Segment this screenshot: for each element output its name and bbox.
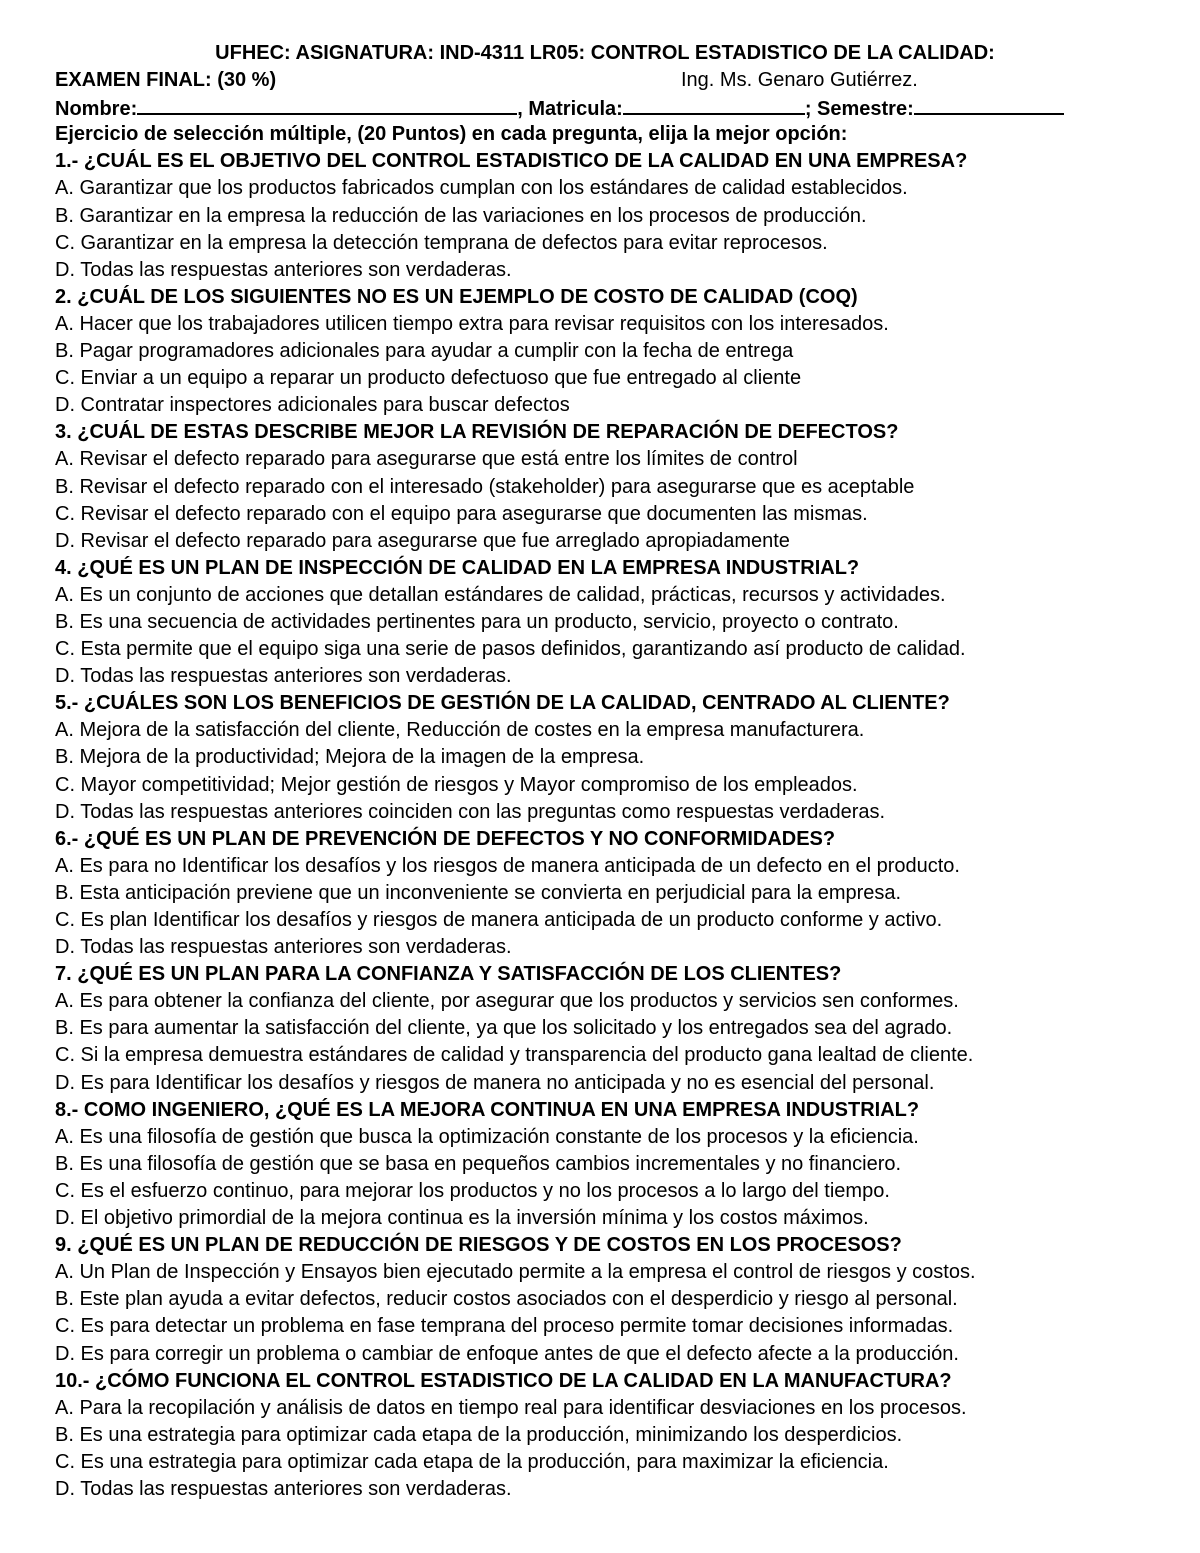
question-block: [55, 1232, 1155, 1367]
exam-title: UFHEC: ASIGNATURA: IND-4311 LR05: CONTROL ESTADISTICO DE LA CALIDAD:: [215, 42, 995, 64]
exam-header-row: [55, 67, 1155, 94]
question-text: 10.- ¿CÓMO FUNCIONA EL CONTROL ESTADISTICO DE LA CALIDAD EN LA MANUFACTURA?: [55, 1369, 952, 1392]
question-text: 4. ¿QUÉ ES UN PLAN DE INSPECCIÓN DE CALIDAD EN LA EMPRESA INDUSTRIAL?: [55, 556, 860, 579]
question-block: [55, 961, 1155, 1096]
answer-option: C. Si la empresa demuestra estándares de calidad y transparencia del producto gana lealtad de cliente.: [55, 1044, 974, 1067]
question-text: 5.- ¿CUÁLES SON LOS BENEFICIOS DE GESTIÓN DE LA CALIDAD, CENTRADO AL CLIENTE?: [55, 692, 950, 715]
matricula-blank: [623, 94, 805, 115]
answer-option: D. Todas las respuestas anteriores son verdaderas.: [55, 665, 512, 688]
question-block: [55, 1097, 1155, 1232]
answer-option: A. Es una filosofía de gestión que busca la optimización constante de los procesos y la eficiencia.: [55, 1125, 919, 1148]
answer-option: A. Para la recopilación y análisis de datos en tiempo real para identificar desviaciones en los procesos.: [55, 1396, 967, 1419]
answer-option: B. Esta anticipación previene que un inconveniente se convierta en perjudicial para la empresa.: [55, 881, 902, 904]
answer-option: D. Todas las respuestas anteriores son verdaderas.: [55, 1477, 512, 1500]
answer-option: D. Todas las respuestas anteriores son verdaderas.: [55, 258, 512, 281]
question-block: [55, 148, 1155, 283]
answer-option: A. Hacer que los trabajadores utilicen tiempo extra para revisar requisitos con los interesados.: [55, 312, 889, 335]
answer-option: C. Esta permite que el equipo siga una serie de pasos definidos, garantizando así producto de calidad.: [55, 638, 966, 661]
answer-option: C. Es el esfuerzo continuo, para mejorar los productos y no los procesos a lo largo del tiempo.: [55, 1179, 890, 1202]
question-text: 7. ¿QUÉ ES UN PLAN PARA LA CONFIANZA Y SATISFACCIÓN DE LOS CLIENTES?: [55, 963, 842, 986]
question-block: [55, 555, 1155, 690]
semestre-blank: [914, 94, 1064, 115]
instructions: Ejercicio de selección múltiple, (20 Puntos) en cada pregunta, elija la mejor opción:: [55, 123, 848, 146]
question-text: 1.- ¿CUÁL ES EL OBJETIVO DEL CONTROL ESTADISTICO DE LA CALIDAD EN UNA EMPRESA?: [55, 150, 968, 173]
answer-option: D. Revisar el defecto reparado para asegurarse que fue arreglado apropiadamente: [55, 529, 790, 552]
answer-option: B. Revisar el defecto reparado con el interesado (stakeholder) para asegurarse que es aceptable: [55, 475, 915, 498]
answer-option: D. Todas las respuestas anteriores coinciden con las preguntas como respuestas verdaderas.: [55, 800, 886, 823]
answer-option: B. Es para aumentar la satisfacción del cliente, ya que los solicitado y los entregados sea del agrado.: [55, 1017, 953, 1040]
answer-option: D. Todas las respuestas anteriores son verdaderas.: [55, 936, 512, 959]
answer-option: B. Pagar programadores adicionales para ayudar a cumplir con la fecha de entrega: [55, 340, 794, 363]
question-text: 3. ¿CUÁL DE ESTAS DESCRIBE MEJOR LA REVISIÓN DE REPARACIÓN DE DEFECTOS?: [55, 421, 899, 444]
question-text: 6.- ¿QUÉ ES UN PLAN DE PREVENCIÓN DE DEFECTOS Y NO CONFORMIDADES?: [55, 827, 836, 850]
exam-document: [55, 40, 1155, 1503]
answer-option: B. Este plan ayuda a evitar defectos, reducir costos asociados con el desperdicio y riesgo al personal.: [55, 1288, 958, 1311]
answer-option: C. Garantizar en la empresa la detección temprana de defectos para evitar reprocesos.: [55, 231, 828, 254]
answer-option: D. Es para Identificar los desafíos y riesgos de manera no anticipada y no es esencial del personal.: [55, 1071, 935, 1094]
answer-option: D. Es para corregir un problema o cambiar de enfoque antes de que el defecto afecte a la producción.: [55, 1342, 959, 1365]
question-block: [55, 690, 1155, 825]
answer-option: A. Garantizar que los productos fabricados cumplan con los estándares de calidad establecidos.: [55, 177, 908, 200]
questions-list: [55, 148, 1155, 1503]
question-block: [55, 1368, 1155, 1503]
semestre-label: ; Semestre:: [804, 98, 914, 121]
question-block: [55, 419, 1155, 554]
name-blank: [137, 94, 517, 115]
answer-option: B. Garantizar en la empresa la reducción de las variaciones en los procesos de producción.: [55, 204, 867, 227]
answer-option: B. Es una estrategia para optimizar cada etapa de la producción, minimizando los desperdicios.: [55, 1423, 903, 1446]
teacher-name: Ing. Ms. Genaro Gutiérrez.: [681, 69, 918, 92]
question-text: 8.- COMO INGENIERO, ¿QUÉ ES LA MEJORA CONTINUA EN UNA EMPRESA INDUSTRIAL?: [55, 1098, 920, 1121]
question-block: [55, 826, 1155, 961]
answer-option: A. Un Plan de Inspección y Ensayos bien ejecutado permite a la empresa el control de riesgos y costos.: [55, 1261, 976, 1284]
answer-option: D. Contratar inspectores adicionales para buscar defectos: [55, 394, 570, 417]
answer-option: C. Es una estrategia para optimizar cada etapa de la producción, para maximizar la eficiencia.: [55, 1450, 889, 1473]
answer-option: A. Es para no Identificar los desafíos y los riesgos de manera anticipada de un defecto en el producto.: [55, 854, 960, 877]
answer-option: B. Es una secuencia de actividades pertinentes para un producto, servicio, proyecto o contrato.: [55, 610, 899, 633]
answer-option: C. Revisar el defecto reparado con el equipo para asegurarse que documenten las mismas.: [55, 502, 868, 525]
question-block: [55, 284, 1155, 419]
answer-option: C. Es plan Identificar los desafíos y riesgos de manera anticipada de un producto conforme y activo.: [55, 909, 943, 931]
answer-option: C. Enviar a un equipo a reparar un producto defectuoso que fue entregado al cliente: [55, 367, 802, 390]
answer-option: A. Revisar el defecto reparado para asegurarse que está entre los límites de control: [55, 448, 798, 471]
student-info-row: [55, 94, 1155, 121]
answer-option: A. Mejora de la satisfacción del cliente, Reducción de costes en la empresa manufacturera.: [55, 719, 865, 742]
exam-label: EXAMEN FINAL: (30 %): [55, 69, 277, 92]
answer-option: A. Es un conjunto de acciones que detallan estándares de calidad, prácticas, recursos y actividades.: [55, 583, 946, 606]
answer-option: C. Es para detectar un problema en fase temprana del proceso permite tomar decisiones informadas.: [55, 1315, 954, 1338]
answer-option: D. El objetivo primordial de la mejora continua es la inversión mínima y los costos máximos.: [55, 1207, 869, 1230]
answer-option: C. Mayor competitividad; Mejor gestión de riesgos y Mayor compromiso de los empleados.: [55, 773, 858, 796]
name-label: Nombre:: [55, 98, 138, 121]
answer-option: B. Es una filosofía de gestión que se basa en pequeños cambios incrementales y no financiero.: [55, 1152, 902, 1175]
answer-option: A. Es para obtener la confianza del cliente, por asegurar que los productos y servicios sen conformes.: [55, 990, 959, 1013]
question-text: 2. ¿CUÁL DE LOS SIGUIENTES NO ES UN EJEMPLO DE COSTO DE CALIDAD (COQ): [55, 285, 858, 308]
question-text: 9. ¿QUÉ ES UN PLAN DE REDUCCIÓN DE RIESGOS Y DE COSTOS EN LOS PROCESOS?: [55, 1234, 902, 1257]
matricula-label: , Matricula:: [517, 98, 623, 121]
answer-option: B. Mejora de la productividad; Mejora de la imagen de la empresa.: [55, 746, 645, 769]
